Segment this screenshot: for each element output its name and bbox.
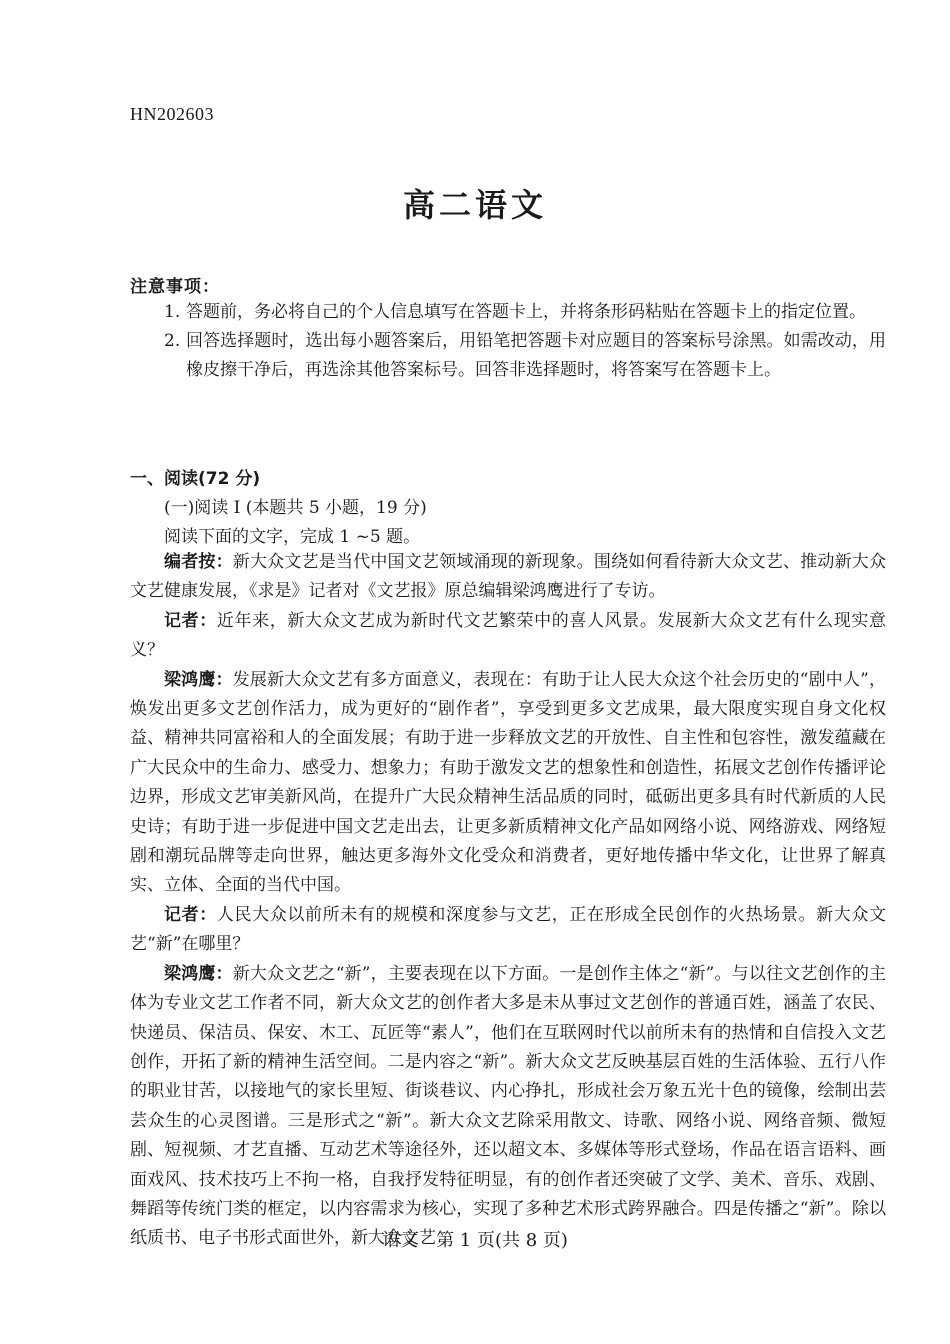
paragraph-text: 新大众文艺是当代中国文艺领域涌现的新现象。围绕如何看待新大众文艺、推动新大众文艺健康发展，《求是》记者对《文艺报》原总编辑梁鸿鹰进行了专访。 — [130, 552, 886, 602]
passage-paragraph — [130, 901, 886, 960]
reading-passage — [130, 548, 886, 1254]
passage-paragraph — [130, 607, 886, 666]
exam-code: HN202603 — [130, 104, 214, 124]
paragraph-text: 新大众文艺之“新”，主要表现在以下方面。一是创作主体之“新”。与以往文艺创作的主体为专业文艺工作者不同，新大众文艺的创作者大多是未从事过文艺创作的普通百姓，涵盖了农民、快递员、保洁员、保安、木工、瓦匠等“素人”，他们在互联网时代以前所未有的热情和自信投入文艺创作，开拓了新的精神生活空间。二是内容之“新”。新大众文艺反映基层百姓的生活体验、五行八作的职业甘苦，以接地气的家长里短、街谈巷议、内心挣扎，形成社会万象五光十色的镜像，绘制出芸芸众生的心灵图谱。三是形式之“新”。新大众文艺除采用散文、诗歌、网络小说、网络音频、微短剧、短视频、才艺直播、互动艺术等途径外，还以超文本、多媒体等形式登场，作品在语言语料、画面戏风、技术技巧上不拘一格，自我抒发特征明显，有的创作者还突破了文学、美术、音乐、戏剧、舞蹈等传统门类的框定，以内容需求为核心，实现了多种艺术形式跨界融合。四是传播之“新”。除以纸质书、电子书形式面世外，新大众文艺 — [130, 963, 887, 1249]
notice-item — [164, 298, 886, 327]
notice-list — [164, 298, 886, 385]
reading-instruction: 阅读下面的文字，完成 1 ~5 题。 — [164, 527, 421, 547]
passage-paragraph — [130, 960, 886, 1254]
speaker-label: 记者： — [164, 904, 217, 925]
paragraph-text: 发展新大众文艺有多方面意义，表现在：有助于让人民大众这个社会历史的“剧中人”，焕发出更多文艺创作活力，成为更好的“剧作者”，享受到更多文艺成果，最大限度实现自身文化权益、精神共同富裕和人的全面发展；有助于进一步释放文艺的开放性、自主性和包容性，激发蕴藏在广大民众中的生命力、感受力、想象力；有助于激发文艺的想象性和创造性，拓展文艺创作传播评论边界，形成文艺审美新风尚，在提升广大民众精神生活品质的同时，砥砺出更多具有时代新质的人民史诗；有助于进一步促进中国文艺走出去，让更多新质精神文化产品如网络小说、网络游戏、网络短剧和潮玩品牌等走向世界，触达更多海外文化受众和消费者，更好地传播中华文化，让世界了解真实、立体、全面的当代中国。 — [130, 669, 886, 896]
notice-heading: 注意事项： — [130, 277, 220, 297]
page-title: 高二语文 — [402, 186, 547, 224]
passage-paragraph — [130, 548, 886, 607]
section-title: 一、阅读(72 分) — [130, 469, 261, 489]
notice-item-text: 答题前，务必将自己的个人信息填写在答题卡上，并将条形码粘贴在答题卡上的指定位置。 — [186, 302, 866, 322]
notice-item — [164, 327, 886, 385]
speaker-label: 编者按： — [164, 552, 233, 572]
passage-paragraph — [130, 666, 886, 901]
section-subtitle: (一)阅读 I (本题共 5 小题，19 分) — [164, 498, 427, 518]
speaker-label: 梁鸿鹰： — [164, 963, 233, 984]
paragraph-text: 近年来，新大众文艺成为新时代文艺繁荣中的喜人风景。发展新大众文艺有什么现实意义？ — [130, 610, 886, 661]
speaker-label: 梁鸿鹰： — [164, 669, 233, 690]
page-footer: 语文 第 1 页(共 8 页) — [382, 1230, 568, 1251]
notice-item-number: 1. — [164, 302, 181, 322]
notice-item-text: 回答选择题时，选出每小题答案后，用铅笔把答题卡对应题目的答案标号涂黑。如需改动，用橡皮擦干净后，再选涂其他答案标号。回答非选择题时，将答案写在答题卡上。 — [186, 331, 886, 380]
speaker-label: 记者： — [164, 610, 217, 631]
paragraph-text: 人民大众以前所未有的规模和深度参与文艺，正在形成全民创作的火热场景。新大众文艺“新”在哪里？ — [130, 904, 886, 955]
notice-item-number: 2. — [164, 331, 181, 351]
